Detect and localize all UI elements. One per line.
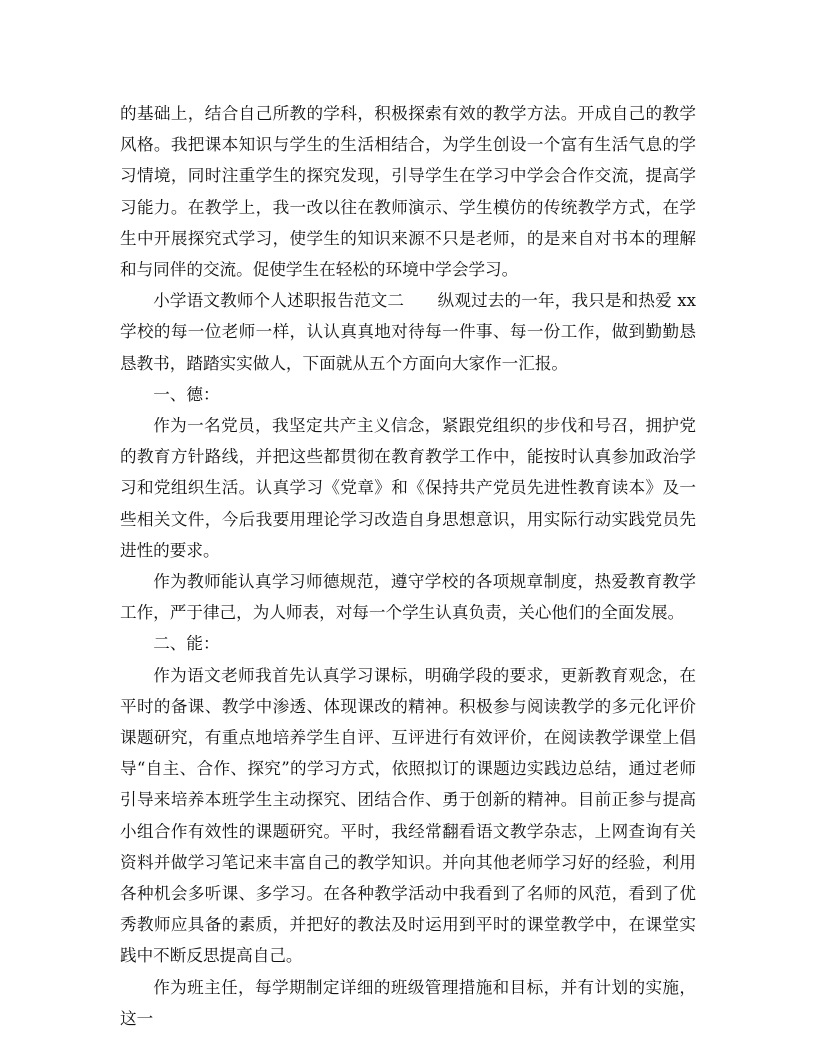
- section-heading-ability: 二、能：: [153, 634, 220, 654]
- paragraph-3: 作为一名党员，我坚定共产主义信念，紧跟党组织的步伐和号召，拥护党的教育方针路线，并把这些都贯彻在教育教学工作中，能按时认真参加政治学习和党组织生活。认真学习《党章》和《保持共产党员先进性教育读本》及一些相关文件，今后我要用理论学习改造自身思想意识，用实际行动实践党员先进性的要求。: [120, 416, 696, 560]
- paragraph-1: 的基础上，结合自己所教的学科，积极探索有效的教学方法。开成自己的教学风格。我把课本知识与学生的生活相结合，为学生创设一个富有生活气息的学习情境，同时注重学生的探究发现，引导学生在学习中学会合作交流，提高学习能力。在教学上，我一改以往在教师演示、学生模仿的传统教学方式，在学生中开展探究式学习，使学生的知识来源不只是老师，的是来自对书本的理解和与同伴的交流。促使学生在轻松的环境中学会学习。: [120, 104, 696, 280]
- section-heading-virtue: 一、德：: [153, 384, 220, 404]
- paragraph-2: 小学语文教师个人述职报告范文二 纵观过去的一年，我只是和热爱 xx 学校的每一位老师一样，认认真真地对待每一件事、每一份工作，做到勤勤恳恳教书，踏踏实实做人，下面就从五个方面向大家作一汇报。: [120, 291, 696, 373]
- paragraph-6: 作为班主任，每学期制定详细的班级管理措施和目标，并有计划的实施，这一: [120, 977, 696, 1028]
- paragraph-5: 作为语文老师我首先认真学习课标，明确学段的要求，更新教育观念，在平时的备课、教学中渗透、体现课改的精神。积极参与阅读教学的多元化评价课题研究，有重点地培养学生自评、互评进行有效评价，在阅读教学课堂上倡导“自主、合作、探究”的学习方式，依照拟订的课题边实践边总结，通过老师引导来培养本班学生主动探究、团结合作、勇于创新的精神。目前正参与提高小组合作有效性的课题研究。平时，我经常翻看语文教学杂志，上网查询有关资料并做学习笔记来丰富自己的教学知识。并向其他老师学习好的经验，利用各种机会多听课、多学习。在各种教学活动中我看到了名师的风范，看到了优秀教师应具备的素质，并把好的教法及时运用到平时的课堂教学中，在课堂实践中不断反思提高自己。: [120, 665, 696, 966]
- paragraph-4: 作为教师能认真学习师德规范，遵守学校的各项规章制度，热爱教育教学工作，严于律己，为人师表，对每一个学生认真负责，关心他们的全面发展。: [120, 572, 696, 623]
- document-page: [120, 98, 696, 1034]
